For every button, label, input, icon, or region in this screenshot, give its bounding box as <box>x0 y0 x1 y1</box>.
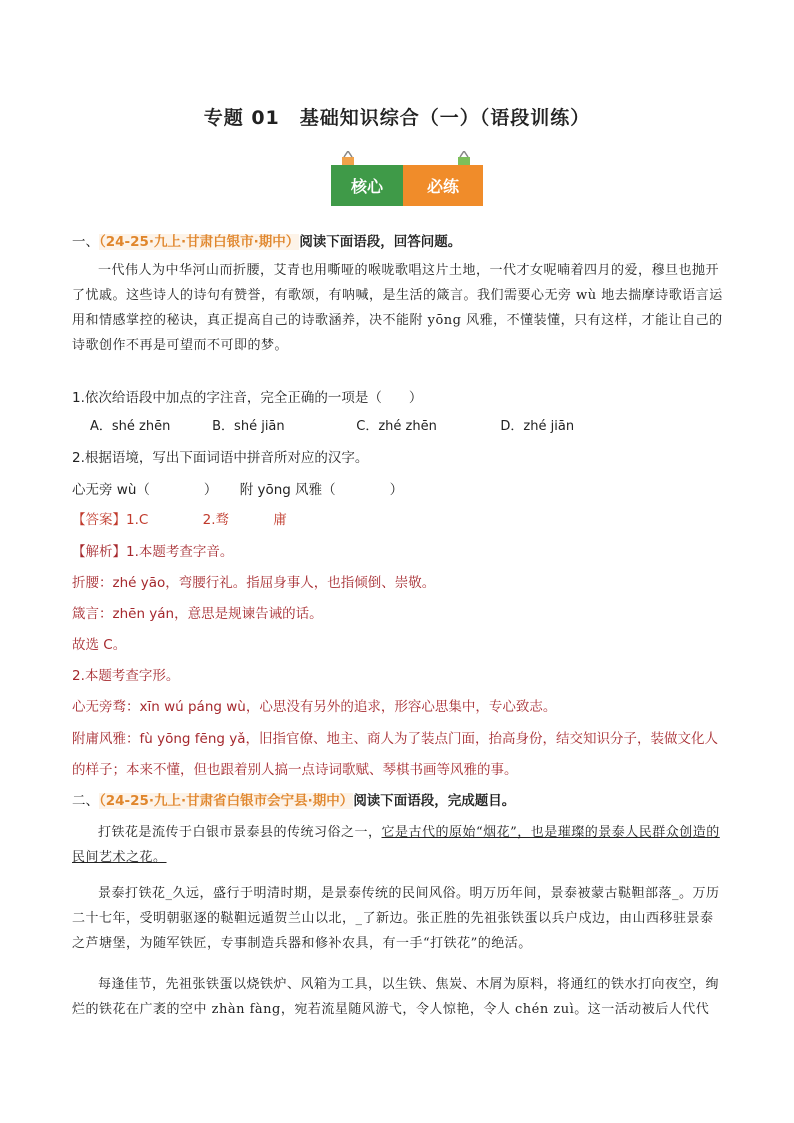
analysis-line-1 <box>72 540 233 560</box>
question-number: 二、 <box>72 793 99 809</box>
badge-right: 必练 <box>403 165 483 206</box>
question-instruction: 阅读下面语段，完成题目。 <box>353 793 516 809</box>
fill-blank-b: 附 yōng 风雅（ ） <box>239 482 404 498</box>
analysis-2: 2.本题考查字形。 <box>72 668 180 684</box>
analysis-label: 【解析】 <box>72 544 126 560</box>
question-2-paragraph-3: 每逢佳节，先祖张铁蛋以烧铁炉、风箱为工具，以生铁、焦炭、木屑为原料，将通红的铁水打向夜空，绚烂的铁花在广袤的空中 zhàn fàng，宛若流星随风游弋，令人惊艳，令人 chén zuì。这一活动被后人代代 <box>72 977 720 1017</box>
question-2-header <box>72 789 515 809</box>
answer-3: 庸 <box>273 512 287 528</box>
analysis-fuyong-2: 的样子；本来不懂，但也跟着别人搞一点诗词歌赋、琴棋书画等风雅的事。 <box>72 762 518 778</box>
option-c: C．zhé zhēn <box>356 419 437 434</box>
analysis-fuyong-1: 附庸风雅：fù yōng fēng yǎ，旧指官僚、地主、商人为了装点门面，抬高身份，结交知识分子，装做文化人 <box>72 731 719 747</box>
badge-left: 核心 <box>331 165 403 206</box>
question-number: 一、 <box>72 234 99 250</box>
answer-1: 1.C <box>126 512 149 528</box>
answer-2: 2.骛 <box>202 512 229 528</box>
paragraph-text: 打铁花是流传于白银市景泰县的传统习俗之一， <box>98 825 382 840</box>
question-source: （24-25·九上·甘肃白银市·期中） <box>99 234 300 250</box>
answer-label: 【答案】 <box>72 512 126 528</box>
question-instruction: 阅读下面语段，回答问题。 <box>299 234 462 250</box>
option-b: B．shé jiān <box>212 419 285 434</box>
options-row <box>90 415 690 434</box>
page-title: 专题 01 基础知识综合（一）（语段训练） <box>203 107 591 129</box>
underlined-sentence: 它是古代的原始“烟花”，也是璀璨的景泰人民群众创造的民间艺术之花。 <box>72 825 720 865</box>
analysis-xinwu: 心无旁骛：xīn wú páng wù，心思没有另外的追求，形容心思集中，专心致志。 <box>72 699 557 715</box>
question-1-passage: 一代伟人为中华河山而折腰，艾青也用嘶哑的喉咙歌唱这片土地，一代才女呢喃着四月的爱，穆旦也抛开了忧戚。这些诗人的诗句有赞誉，有歌颂，有呐喊，是生活的箴言。我们需要心无旁 wù 地去揣摩诗歌语言运用和情感掌控的秘诀，真正提高自己的诗歌涵养，决不能附 yōng 风雅，不懂装懂，只有这样，才能让自己的诗歌创作不再是可望而不可即的梦。 <box>72 263 723 353</box>
option-d: D．zhé jiān <box>500 419 575 434</box>
sub-question-2: 2.根据语境，写出下面词语中拼音所对应的汉字。 <box>72 450 369 466</box>
question-2-paragraph-2: 景泰打铁花_久远，盛行于明清时期，是景泰传统的民间风俗。明万历年间，景泰被蒙古鞑靼部落_。万历二十七年，受明朝驱逐的鞑靼远遁贺兰山以北，_了新边。张正胜的先祖张铁蛋以兵户戍边，由山西移驻景泰之芦塘堡，为随军铁匠，专事制造兵器和修补农具，有一手“打铁花”的绝活。 <box>72 886 720 951</box>
analysis-1: 1.本题考查字音。 <box>126 544 234 560</box>
sub-question-1: 1.依次给语段中加点的字注音，完全正确的一项是（ ） <box>72 390 423 406</box>
question-1-header <box>72 230 461 250</box>
option-a: A．shé zhēn <box>90 419 171 434</box>
section-badge <box>331 165 483 206</box>
question-2-paragraph-1 <box>72 820 724 870</box>
analysis-zheyao: 折腰：zhé yāo，弯腰行礼。指屈身事人，也指倾倒、崇敬。 <box>72 575 436 591</box>
analysis-zhenyan: 箴言：zhēn yán，意思是规谏告诫的话。 <box>72 606 323 622</box>
fill-blanks <box>72 478 403 498</box>
question-source: （24-25·九上·甘肃省白银市会宁县·期中） <box>99 793 354 809</box>
fill-blank-a: 心无旁 wù（ ） <box>72 482 218 498</box>
answer-line <box>72 508 287 528</box>
analysis-choose: 故选 C。 <box>72 637 127 653</box>
